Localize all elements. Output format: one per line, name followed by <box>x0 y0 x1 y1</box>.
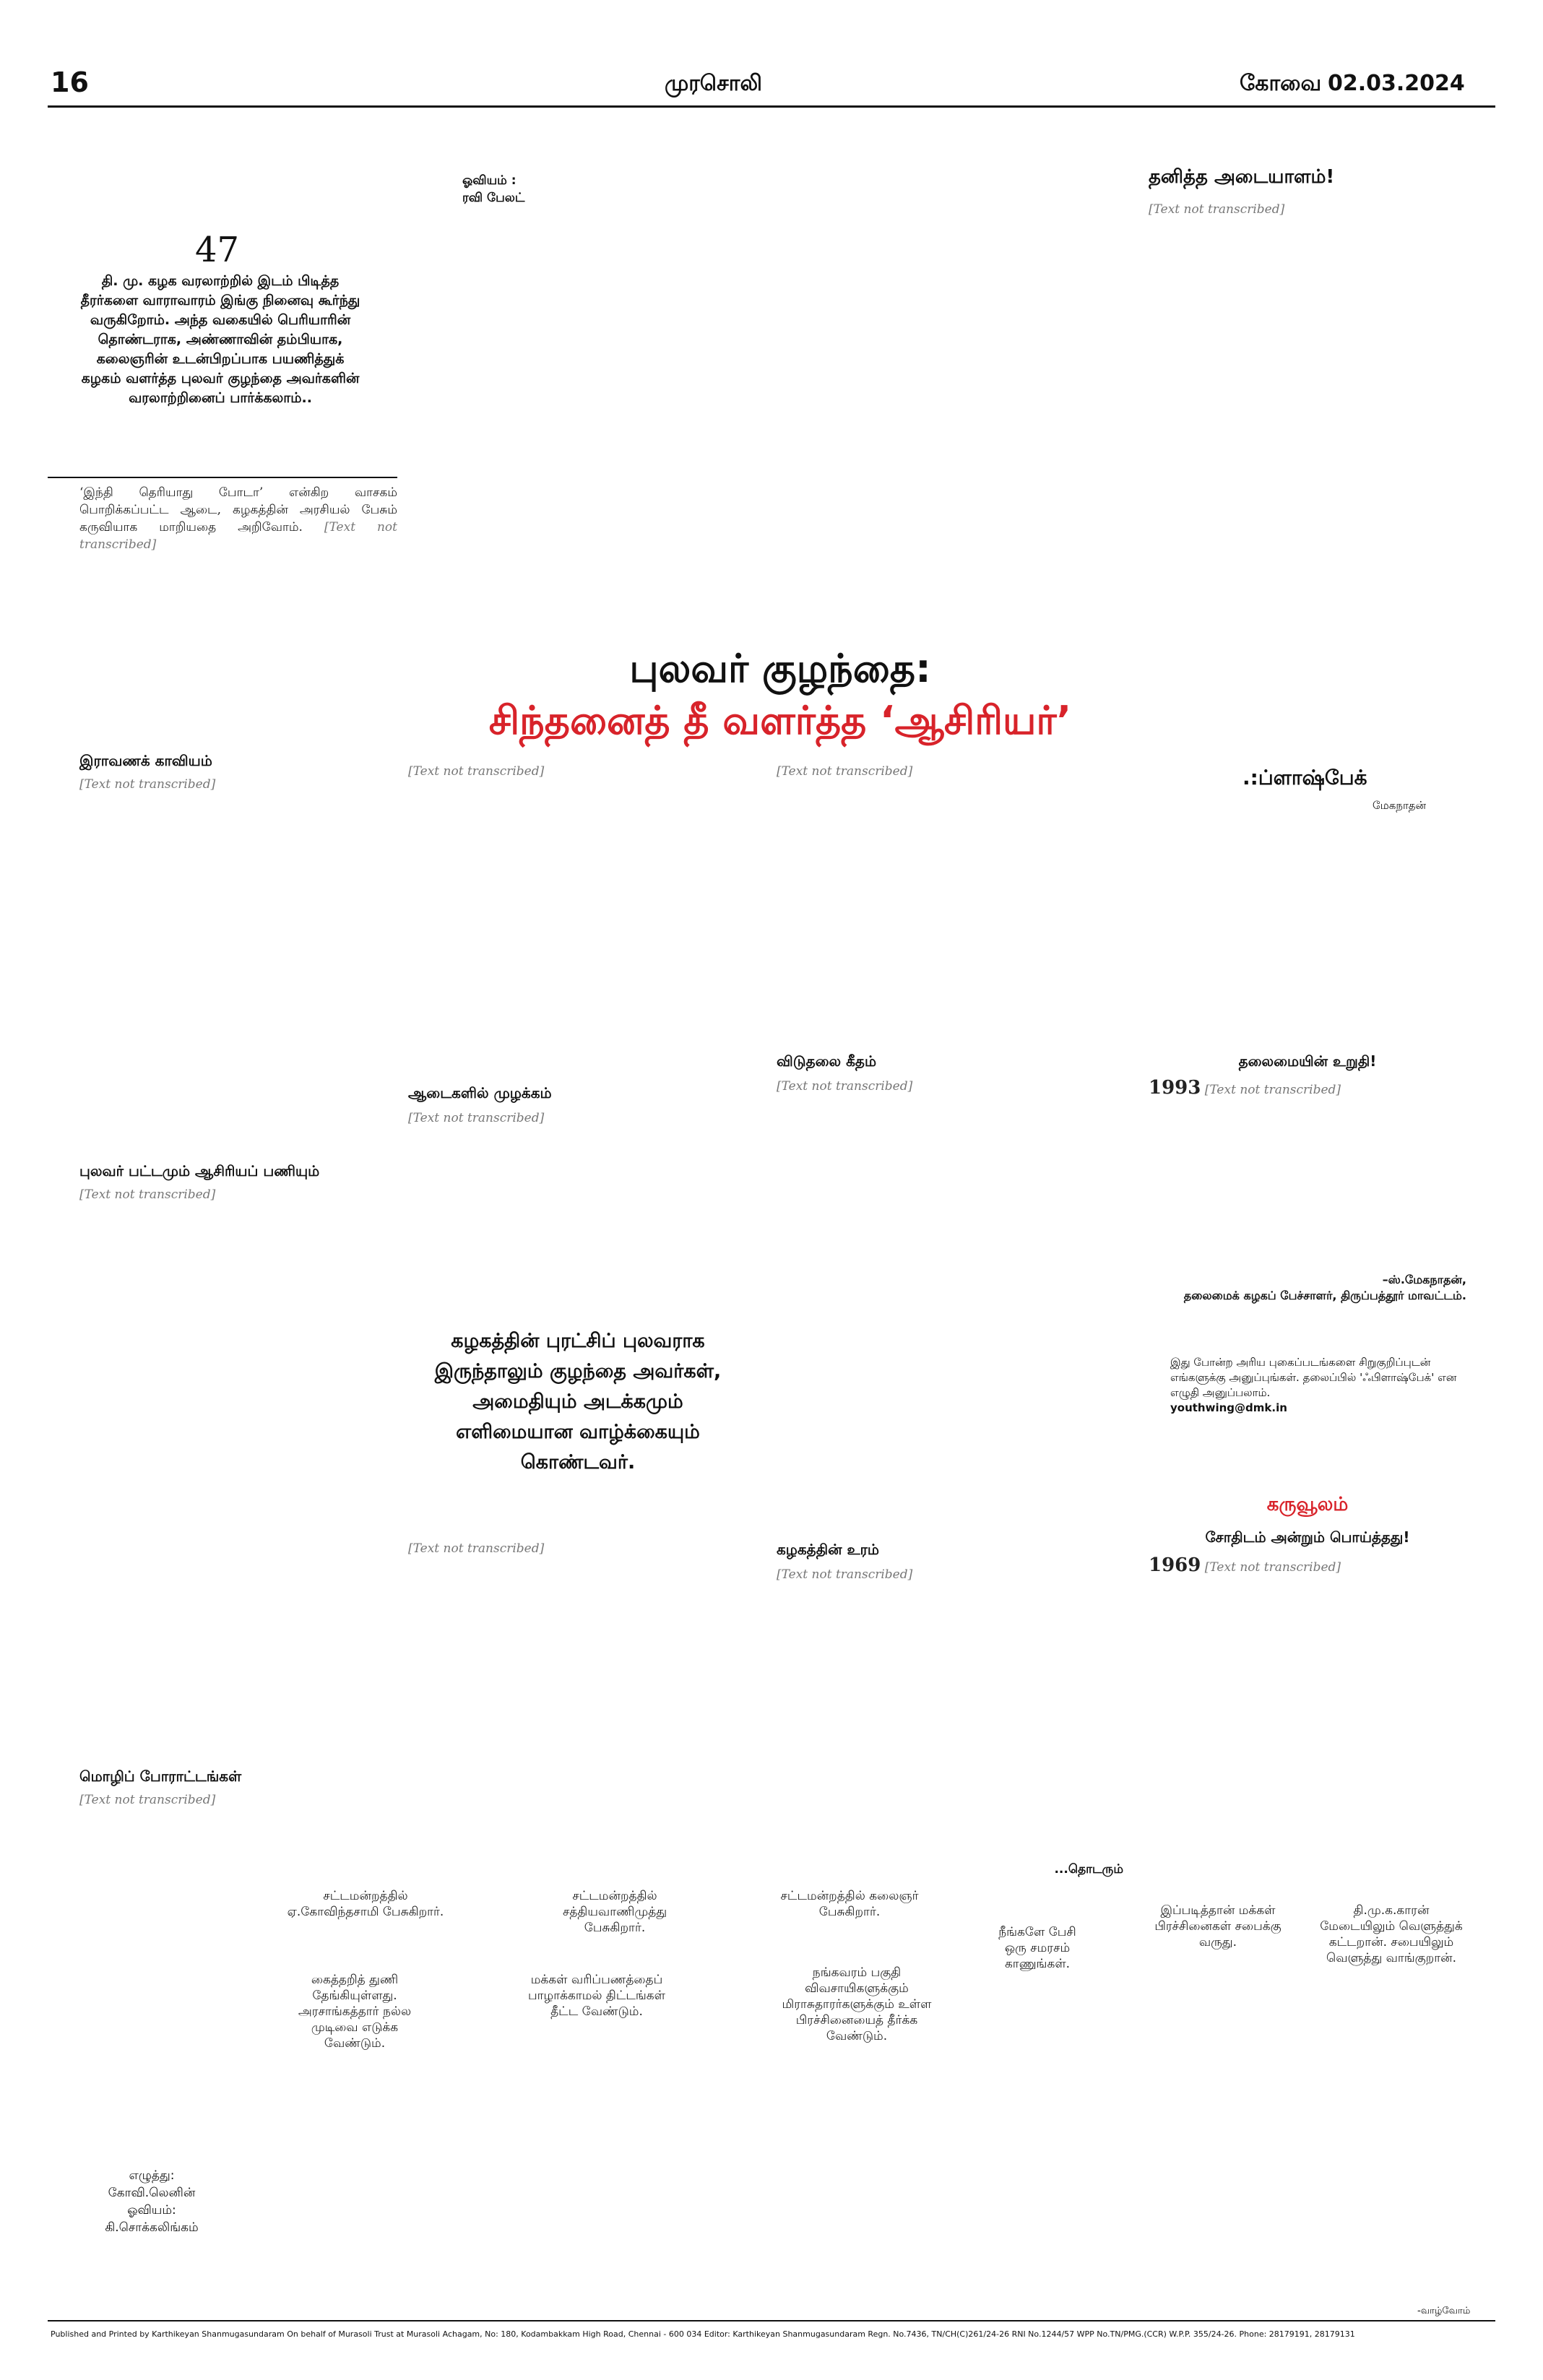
karuvoolam-title: கருவூலம் <box>1266 1494 1349 1515</box>
column-text: [Text not transcribed] <box>777 1079 913 1094</box>
sidebar <box>1149 168 1466 605</box>
comic-panel-3-caption: சட்டமன்றத்தில் கலைஞர் பேசுகிறார். <box>780 1889 919 1919</box>
illustration-credit-name: ரவி பேலட் <box>462 191 525 205</box>
column-text: [Text not transcribed] <box>79 777 216 792</box>
comic-writer-label: எழுத்து: <box>129 2168 175 2183</box>
subhead-ravana: இராவணக் காவியம் <box>79 752 212 769</box>
middle-column-lower: [Text not transcribed] <box>408 1541 545 1556</box>
comic-panel-5-speech: இப்படித்தான் மக்கள் பிரச்சினைகள் சபைக்கு வருது. <box>1154 1903 1281 1950</box>
series-number: 47 <box>195 230 240 270</box>
comic-writer: கோவி.லெனின் <box>108 2186 196 2200</box>
column-text: [Text not transcribed] <box>408 764 545 779</box>
comic-panel-4-speech: நீங்களே பேசி ஒரு சமரசம் காணுங்கள். <box>998 1925 1076 1971</box>
subhead-aadai: ஆடைகளில் முழக்கம் <box>408 1084 552 1102</box>
karuvoolam-subtitle: சோதிடம் அன்றும் பொய்த்தது! <box>1205 1528 1410 1546</box>
karuvoolam-text: 1969 [Text not transcribed] <box>1149 1554 1341 1576</box>
edition-date: 02.03.2024 <box>1328 71 1465 96</box>
series-rule <box>48 477 397 478</box>
karuvoolam-box <box>1149 1494 1466 1752</box>
continued-marker: ...தொடரும் <box>1054 1862 1123 1877</box>
comic-sign-off: -வாழ்வோம் <box>1417 2306 1471 2316</box>
comic-panel-3-speech: நங்கவரம் பகுதி விவசாயிகளுக்கும் மிராசுதாரர்களுக்கும் உள்ள பிரச்சினையைத் தீர்க்க வேண்டும். <box>782 1965 932 2043</box>
karuvoolam-year: 1969 <box>1149 1554 1201 1576</box>
masthead: முரசொலி <box>665 71 762 96</box>
submission-note <box>1170 1355 1459 1416</box>
illustration-credit <box>462 172 524 207</box>
leadership-signature: –ஸ்.மேகநாதன், <box>1382 1273 1466 1286</box>
flashback-author: மேகநாதன் <box>1373 799 1427 812</box>
left-column <box>79 751 397 1849</box>
subhead-mozhi: மொழிப் போராட்டங்கள் <box>79 1767 242 1785</box>
headline-line1: புலவர் குழந்தை: <box>629 646 931 691</box>
leadership-text: 1993 [Text not transcribed] <box>1149 1077 1341 1099</box>
comic-strip <box>48 1878 1495 2152</box>
leadership-year: 1993 <box>1149 1077 1201 1099</box>
page-number: 16 <box>51 66 89 98</box>
comic-panel-1-speech: கைத்தறித் துணி தேங்கியுள்ளது. அரசாங்கத்தார் நல்ல முடிவை எடுக்க வேண்டும். <box>298 1973 412 2051</box>
submission-text: இது போன்ற அரிய புகைப்படங்களை சிறுகுறிப்புடன் எங்களுக்கு அனுப்புங்கள். தலைப்பில் 'ஃபிளாஷ்பேக்' என எழுதி அனுப்பலாம். <box>1170 1356 1457 1399</box>
column-text: [Text not transcribed] <box>777 1567 913 1582</box>
column-text: [Text not transcribed] <box>79 1187 216 1202</box>
leadership-box <box>1149 1052 1466 1304</box>
comic-artist-label: ஓவியம்: <box>127 2203 176 2217</box>
column-text: [Text not transcribed] <box>408 1111 545 1125</box>
series-intro: தி. மு. கழக வரலாற்றில் இடம் பிடித்த தீரர்களை வாராவாரம் இங்கு நினைவு கூர்ந்து வருகிறோம். அந்த வகையில் பெரியாரின் தொண்டராக, அண்ணாவின் தம்பியாக, கலைஞரின் உடன்பிறப்பாக பயணித்துக் கழகம் வளர்த்த புலவர் குழந்தை அவர்களின் வரலாற்றினைப் பார்க்கலாம்.. <box>80 273 360 406</box>
comic-panel-6-speech: தி.மு.க.காரன் மேடையிலும் வெளுத்துக் கட்டறான். சபையிலும் வெளுத்து வாங்குறான். <box>1320 1903 1463 1965</box>
column-text: [Text not transcribed] <box>777 764 913 779</box>
comic-panel-1-caption: சட்டமன்றத்தில் ஏ.கோவிந்தசாமி பேசுகிறார். <box>287 1889 444 1919</box>
comic-panel-2-speech: மக்கள் வரிப்பணத்தைப் பாழாக்காமல் திட்டங்கள் தீட்ட வேண்டும். <box>527 1973 665 2019</box>
right-column <box>777 763 1123 1878</box>
flashback-title: .:ப்ளாஷ்பேக் <box>1242 766 1367 789</box>
comic-credits <box>72 2167 231 2236</box>
subhead-uram: கழகத்தின் உரம் <box>777 1541 880 1558</box>
footer-imprint: Published and Printed by Karthikeyan Shanmugasundaram On behalf of Murasoli Trust at Murasoli Achagam, No: 180, Kodambakkam High Road, Chennai - 600 034 Editor: Karthikeyan Shanmugasundaram Regn. No.7436, TN/CH(C)261/24-26 RNI No.1244/57 WPP No.TN/PMG.(CCR) W.P.P. 355/24-26. Phone: 28179191, 28179131 <box>51 2329 1355 2339</box>
leadership-title: தலைமையின் உறுதி! <box>1238 1052 1377 1070</box>
edition-city: கோவை <box>1240 71 1322 96</box>
column-text: [Text not transcribed] <box>79 1793 216 1807</box>
middle-column <box>408 763 748 1312</box>
illustration-credit-label: ஓவியம் : <box>462 173 517 188</box>
headline-line2: சிந்தனைத் தீ வளர்த்த ‘ஆசிரியர்’ <box>488 698 1072 743</box>
leadership-signature-role: தலைமைக் கழகப் பேச்சாளர், திருப்பத்தூர் மாவட்டம். <box>1183 1289 1466 1302</box>
subhead-viduthalai: விடுதலை கீதம் <box>777 1052 877 1070</box>
subhead-pulavar: புலவர் பட்டமும் ஆசிரியப் பணியும் <box>79 1162 320 1180</box>
submission-email: youthwing@dmk.in <box>1170 1401 1287 1414</box>
sidebar-text: [Text not transcribed] <box>1149 202 1285 217</box>
comic-panel-2-caption: சட்டமன்றத்தில் சத்தியவாணிமுத்து பேசுகிறார். <box>562 1889 667 1935</box>
pull-quote: கழகத்தின் புரட்சிப் புலவராக இருந்தாலும் குழந்தை அவர்கள், அமைதியும் அடக்கமும் எளிமையான வாழ்க்கையும் கொண்டவர். <box>434 1330 722 1474</box>
footer-rule <box>48 2320 1495 2321</box>
comic-artist: கி.சொக்கலிங்கம் <box>105 2220 199 2235</box>
header-rule <box>48 105 1495 108</box>
article-lead: ‘இந்தி தெரியாது போடா’ என்கிற வாசகம் பொறிக்கப்பட்ட ஆடை, கழகத்தின் அரசியல் பேசும் கருவியாக மாறியதை அறிவோம். [Text not transcribed] <box>79 485 397 552</box>
sidebar-title: தனித்த அடையாளம்! <box>1149 166 1335 188</box>
